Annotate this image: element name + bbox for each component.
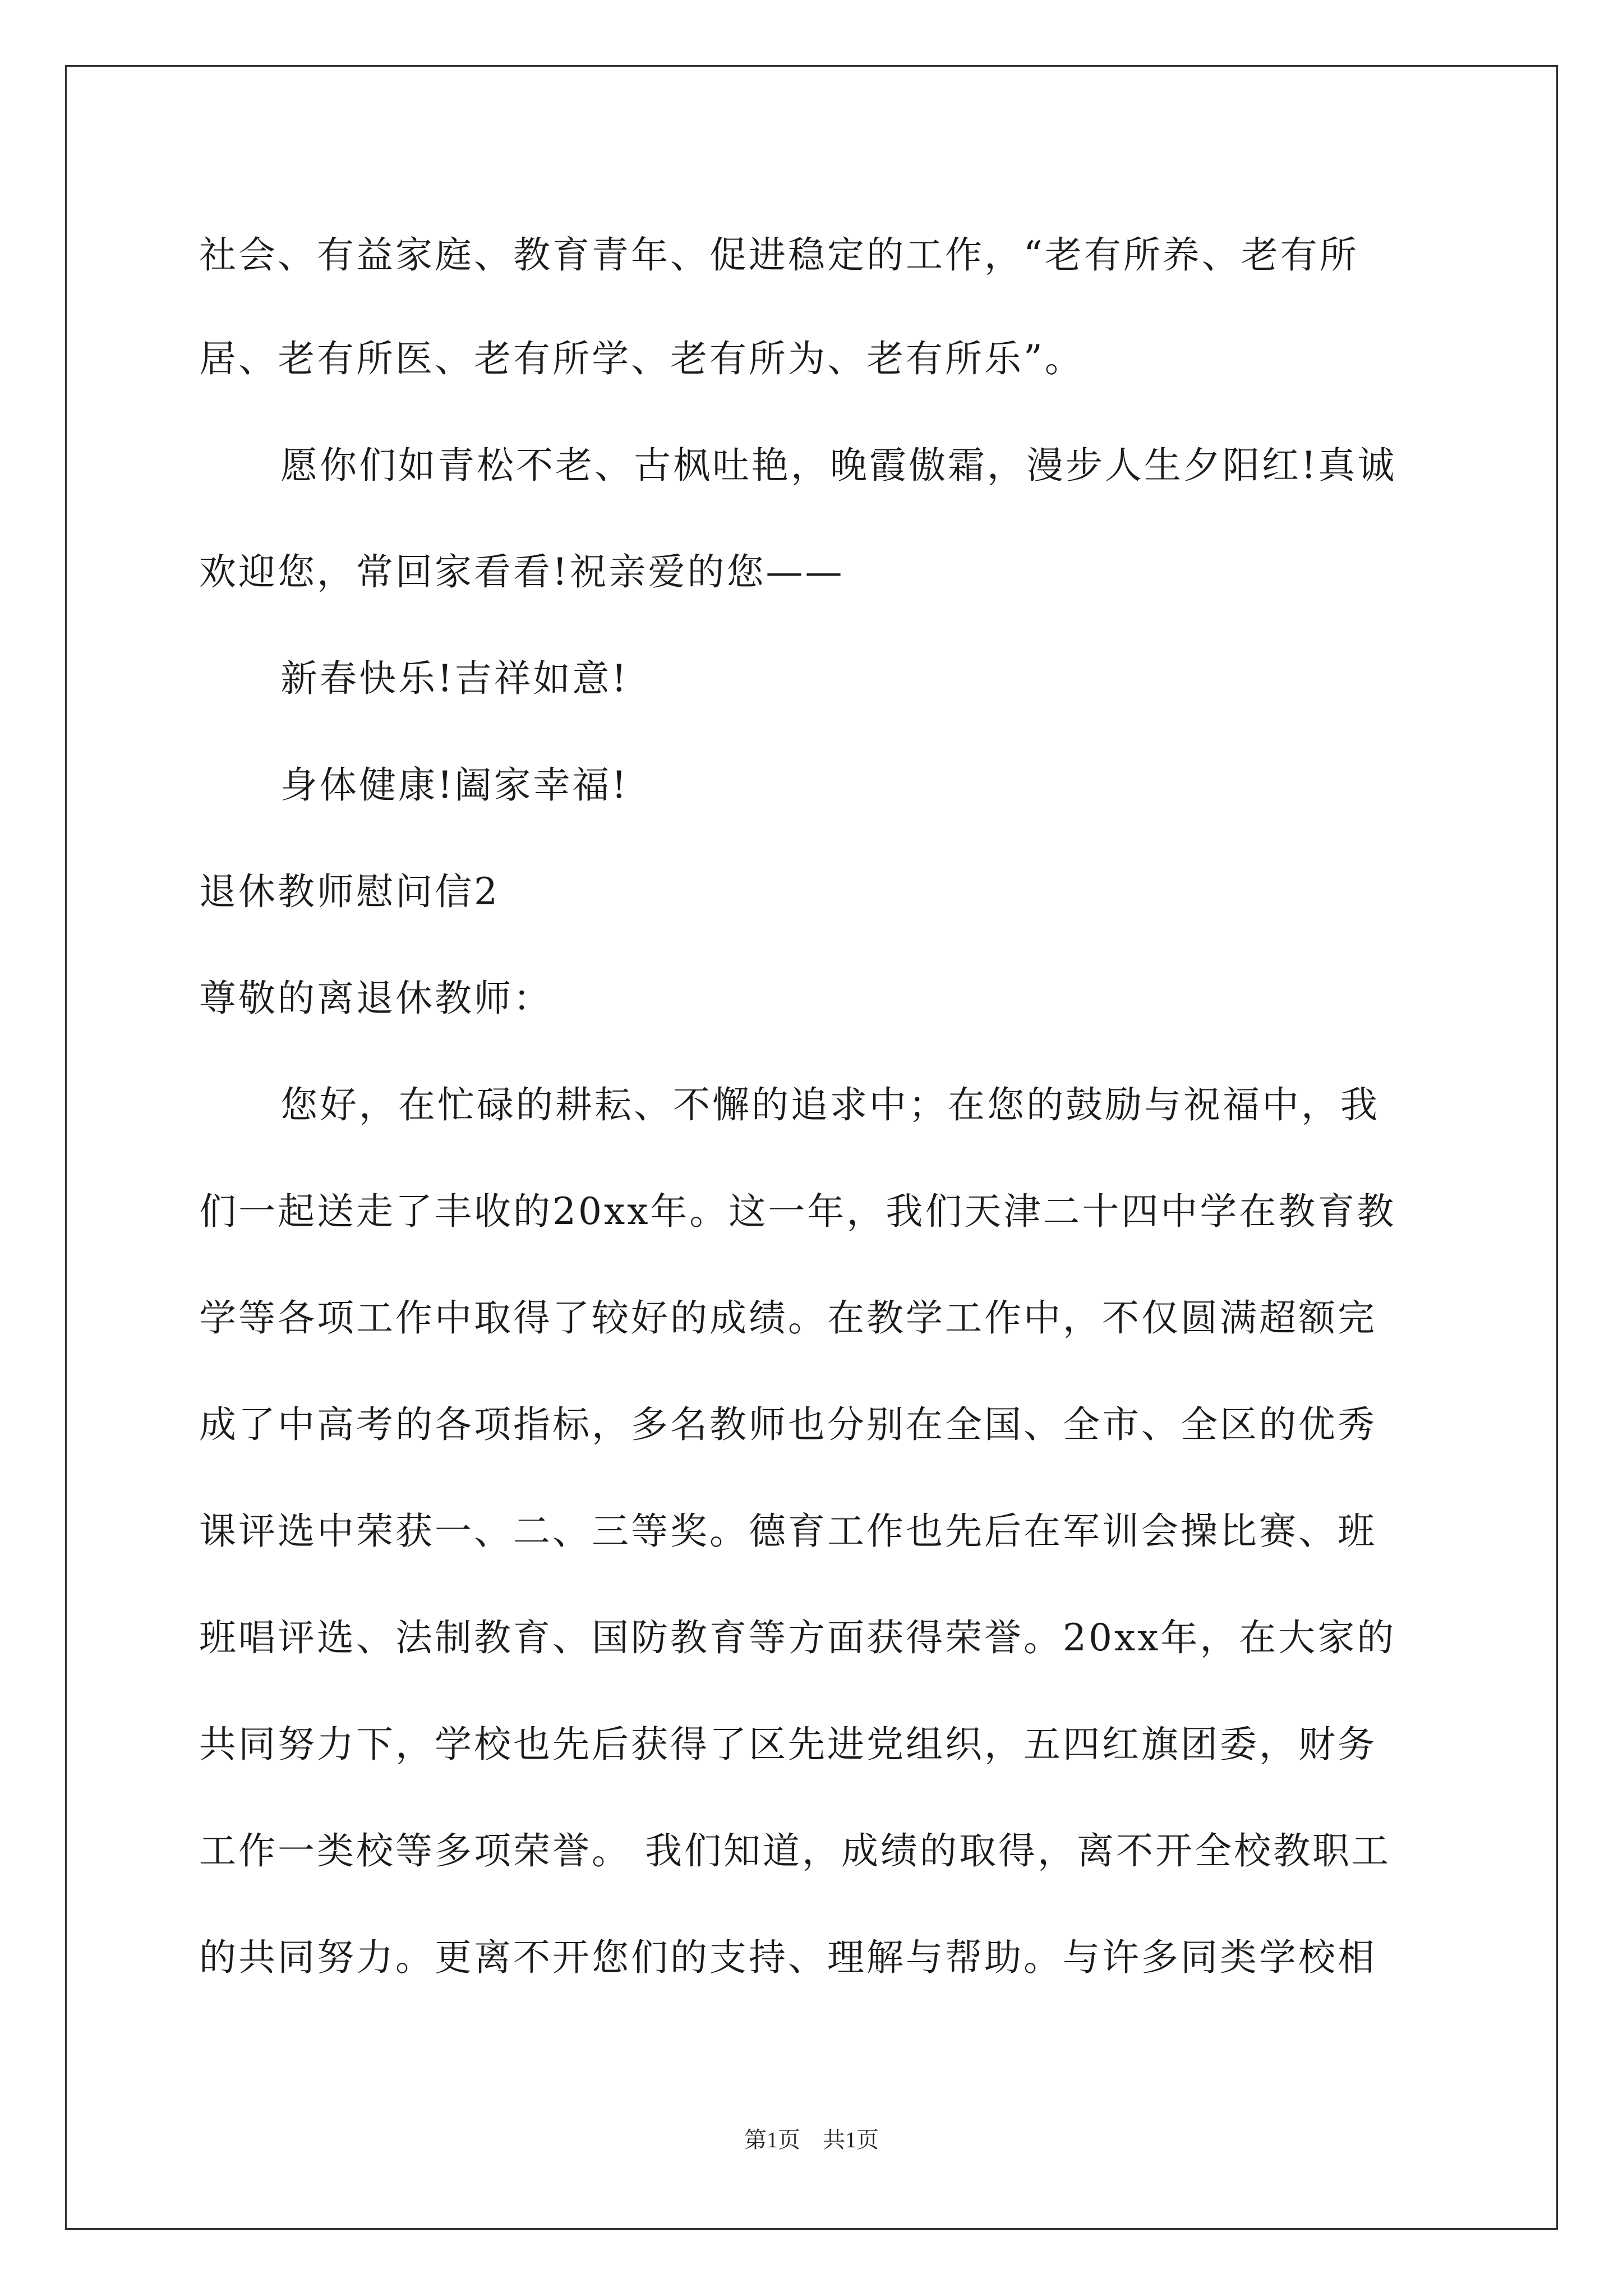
- paragraph-line: 您好，在忙碌的耕耘、不懈的追求中；在您的鼓励与祝福中，我: [280, 1083, 1380, 1126]
- text-line: 学等各项工作中取得了较好的成绩。在教学工作中，不仅圆满超额完: [199, 1296, 1377, 1340]
- text-line: 社会、有益家庭、教育青年、促进稳定的工作，“老有所养、老有所: [199, 233, 1359, 277]
- text-line: 课评选中荣获一、二、三等奖。德育工作也先后在军训会操比赛、班: [199, 1510, 1377, 1553]
- text-line: 班唱评选、法制教育、国防教育等方面获得荣誉。20xx年，在大家的: [199, 1616, 1396, 1659]
- text-line: 们一起送走了丰收的20xx年。这一年，我们天津二十四中学在教育教: [199, 1190, 1396, 1233]
- text-line: 成了中高考的各项指标，多名教师也分别在全国、全市、全区的优秀: [199, 1403, 1377, 1446]
- paragraph-line: 愿你们如青松不老、古枫吐艳，晚霞傲霜，漫步人生夕阳红!真诚: [280, 444, 1397, 487]
- text-line: 共同努力下，学校也先后获得了区先进党组织，五四红旗团委，财务: [199, 1723, 1377, 1766]
- page-footer: 第1页 共1页: [744, 2127, 879, 2152]
- page-border: [65, 65, 1558, 2230]
- text-line: 欢迎您，常回家看看!祝亲爱的您——: [199, 550, 845, 593]
- section-heading: 退休教师慰问信2: [199, 870, 500, 913]
- salutation: 尊敬的离退休教师：: [199, 977, 552, 1020]
- text-line: 的共同努力。更离不开您们的支持、理解与帮助。与许多同类学校相: [199, 1936, 1377, 1979]
- paragraph-line: 新春快乐!吉祥如意!: [280, 657, 629, 700]
- paragraph-line: 身体健康!阖家幸福!: [280, 763, 629, 807]
- text-line: 工作一类校等多项荣誉。 我们知道，成绩的取得，离不开全校教职工: [199, 1829, 1391, 1872]
- text-line: 居、老有所医、老有所学、老有所为、老有所乐”。: [199, 337, 1084, 380]
